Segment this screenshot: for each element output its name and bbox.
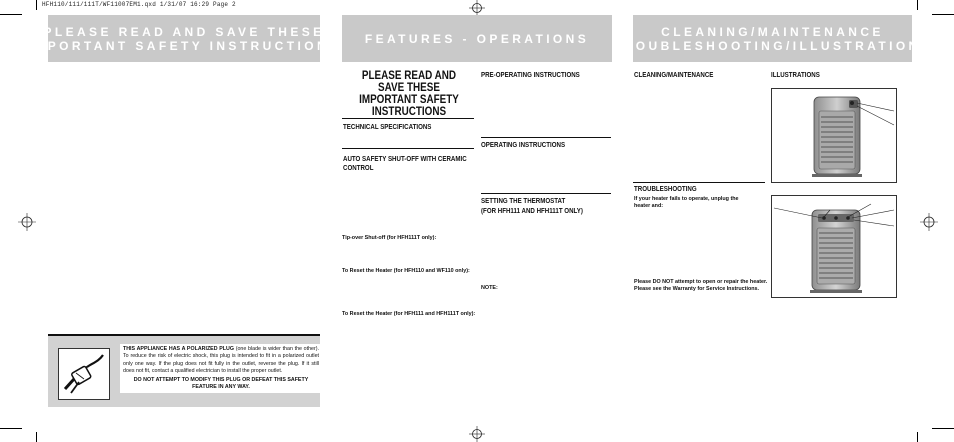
main-heading: PLEASE READ AND SAVE THESE IMPORTANT SAFETY INSTRUCTIONS	[359, 70, 459, 118]
registration-mark-icon	[920, 213, 938, 231]
operating-heading: OPERATING INSTRUCTIONS	[481, 142, 566, 149]
crop-mark	[932, 428, 954, 429]
crop-mark	[36, 0, 37, 10]
plug-warning-lead: THIS APPLIANCE HAS A POLARIZED PLUG	[123, 346, 234, 352]
heater-illustration-1	[771, 88, 897, 183]
registration-mark-icon	[18, 213, 36, 231]
registration-mark-icon	[469, 0, 485, 16]
crop-mark	[932, 14, 954, 15]
illustrations-heading: ILLUSTRATIONS	[771, 72, 820, 79]
troubleshooting-text: If your heater fails to operate, unplug the heater and:	[634, 196, 739, 209]
crop-mark	[0, 14, 22, 15]
plug-warning-text	[120, 344, 322, 393]
plug-warning-body: (one blade is wider than the other). To reduce the risk of electric shock, this plug is intended to fit in a polarized outlet only one way. If the plug does not fit fully in the outlet, reverse the plug. If it still does not fit, contact a qualified electrician to install the proper outlet.	[123, 346, 319, 375]
crop-mark	[917, 0, 918, 10]
banner-line: PLEASE READ AND SAVE THESE	[43, 24, 325, 39]
heater-illustration-2	[771, 195, 897, 298]
divider	[633, 182, 765, 183]
plug-illustration	[58, 348, 110, 400]
plug-warning-box	[48, 334, 320, 407]
banner-line: TROUBLESHOOTING/ILLUSTRATIONS	[612, 38, 933, 53]
banner-line: FEATURES - OPERATIONS	[364, 31, 590, 46]
troubleshooting-heading: TROUBLESHOOTING	[634, 186, 697, 193]
space-heater-icon	[772, 89, 896, 182]
banner-line: CLEANING/MAINTENANCE	[661, 24, 884, 39]
divider	[342, 148, 474, 149]
reset-111-label: To Reset the Heater (for HFH111 and HFH111T only):	[342, 311, 476, 317]
thermostat-heading-1: SETTING THE THERMOSTAT	[481, 198, 566, 205]
divider	[481, 137, 611, 138]
panel1-banner	[27, 15, 341, 62]
crop-mark	[0, 428, 22, 429]
crop-mark	[917, 432, 918, 442]
pre-operating-heading: PRE-OPERATING INSTRUCTIONS	[481, 72, 580, 79]
technical-specs-heading: TECHNICAL SPECIFICATIONS	[343, 124, 432, 131]
panel3-banner	[612, 15, 933, 62]
crop-mark	[36, 432, 37, 442]
polarized-plug-icon	[59, 349, 109, 399]
thermostat-heading-2: (FOR HFH111 AND HFH111T ONLY)	[481, 208, 583, 215]
divider	[481, 193, 611, 194]
auto-safety-text: AUTO SAFETY SHUT-OFF WITH CERAMIC CONTROL	[343, 156, 467, 172]
plug-warning-paragraph	[123, 346, 319, 376]
warranty-text: Please DO NOT attempt to open or repair the heater. Please see the Warranty for Service Instructions.	[634, 279, 768, 292]
note-label: NOTE:	[481, 285, 498, 291]
tip-over-label: Tip-over Shut-off (for HFH111T only):	[342, 235, 437, 241]
banner-line: IMPORTANT SAFETY INSTRUCTIONS	[27, 38, 341, 53]
panel2-banner	[342, 15, 612, 62]
plug-warning-final: DO NOT ATTEMPT TO MODIFY THIS PLUG OR DEFEAT THIS SAFETY FEATURE IN ANY WAY.	[133, 376, 309, 391]
reset-110-label: To Reset the Heater (for HFH110 and WF110 only):	[342, 268, 470, 274]
cleaning-heading: CLEANING/MAINTENANCE	[634, 72, 714, 79]
auto-safety-heading	[343, 155, 475, 173]
file-slug: HFH110/111/111T/WF11007EM1.qxd 1/31/07 16:29 Page 2	[42, 1, 236, 8]
space-heater-icon	[772, 196, 896, 297]
divider	[342, 118, 474, 119]
registration-mark-icon	[469, 426, 485, 442]
